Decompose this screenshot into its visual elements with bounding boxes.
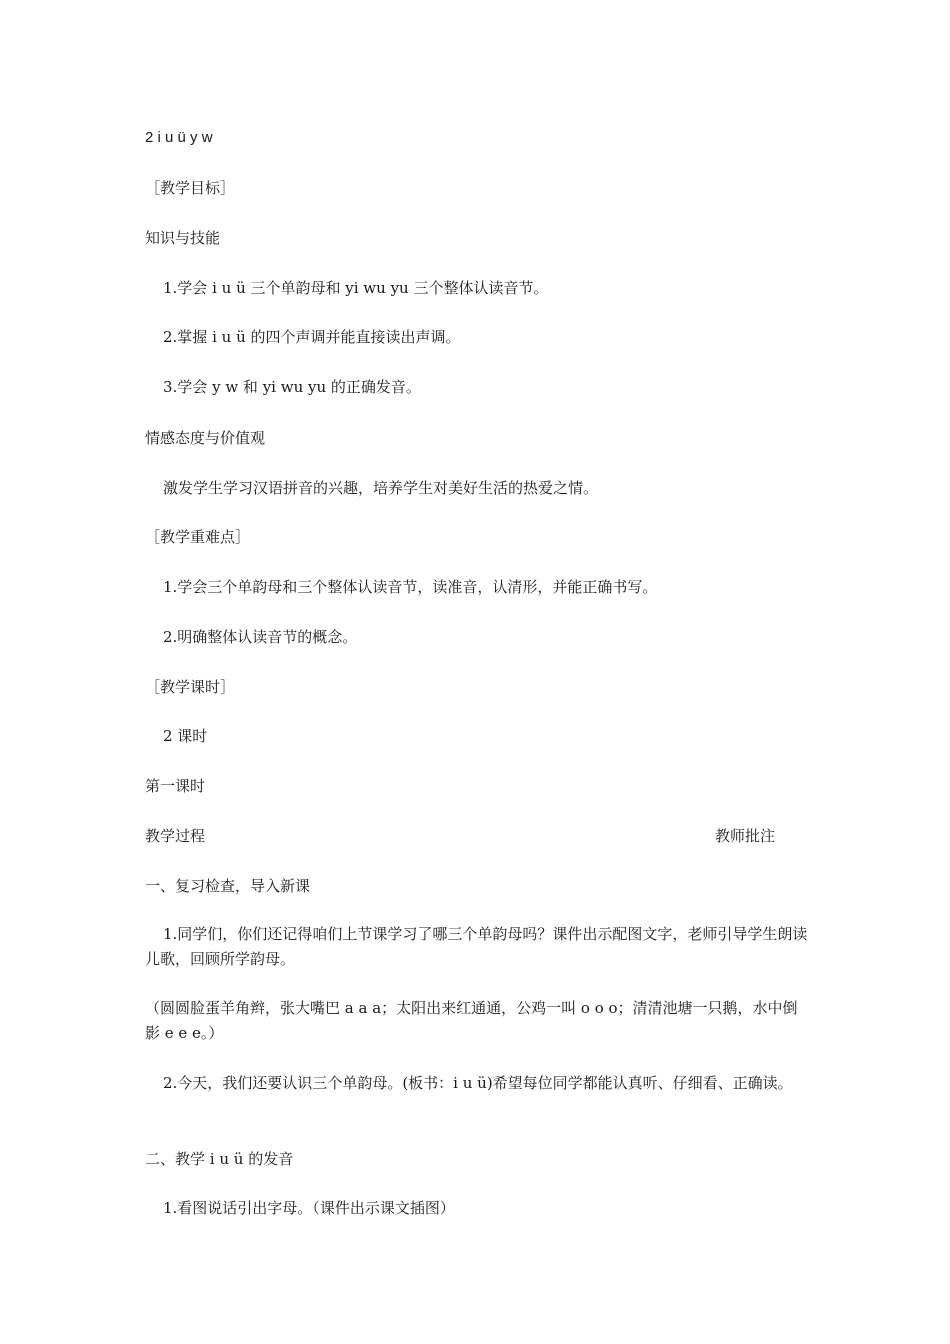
- goal-item-3: 3.学会 y w 和 yi wu yu 的正确发音。: [163, 378, 421, 396]
- part-one-heading: 一、复习检查，导入新课: [145, 877, 311, 895]
- part-two-heading: 二、教学 i u ü 的发音: [145, 1150, 294, 1168]
- teacher-note-label: 教师批注: [715, 827, 776, 845]
- key-point-2: 2.明确整体认读音节的概念。: [163, 628, 358, 646]
- key-point-1: 1.学会三个单韵母和三个整体认读音节，读准音，认清形，并能正确书写。: [163, 578, 658, 596]
- part-two-paragraph-1: 1.看图说话引出字母。（课件出示课文插图）: [163, 1199, 455, 1217]
- subheading-emotion-values: 情感态度与价值观: [145, 429, 266, 447]
- part-one-paragraph-2: 2.今天，我们还要认识三个单韵母。(板书：i u ü)希望每位同学都能认真听、仔细看、正确读。: [163, 1074, 793, 1092]
- goal-item-1: 1.学会 i u ü 三个单韵母和 yi wu yu 三个整体认读音节。: [163, 279, 549, 297]
- part-one-paragraph-1: 1.同学们，你们还记得咱们上节课学习了哪三个单韵母吗？课件出示配图文字，老师引导学生朗读儿歌，回顾所学韵母。: [145, 925, 808, 968]
- subheading-knowledge-skills: 知识与技能: [145, 229, 221, 247]
- goal-item-2: 2.掌握 i u ü 的四个声调并能直接读出声调。: [163, 328, 461, 346]
- section-heading-goals: ［教学目标］: [145, 179, 236, 197]
- lesson-title: 2 i u ü y w: [145, 129, 213, 146]
- section-heading-key-points: ［教学重难点］: [145, 528, 251, 546]
- lesson-one-heading: 第一课时: [145, 777, 206, 795]
- section-heading-hours: ［教学课时］: [145, 678, 236, 696]
- emotion-paragraph: 激发学生学习汉语拼音的兴趣，培养学生对美好生活的热爱之情。: [163, 479, 599, 497]
- hours-paragraph: 2 课时: [163, 727, 208, 745]
- rhyme-paragraph: （圆圆脸蛋羊角辫，张大嘴巴 a a a；太阳出来红通通，公鸡一叫 o o o；清清池塘一只鹅，水中倒影 e e e。）: [145, 999, 798, 1042]
- process-label: 教学过程: [145, 827, 206, 845]
